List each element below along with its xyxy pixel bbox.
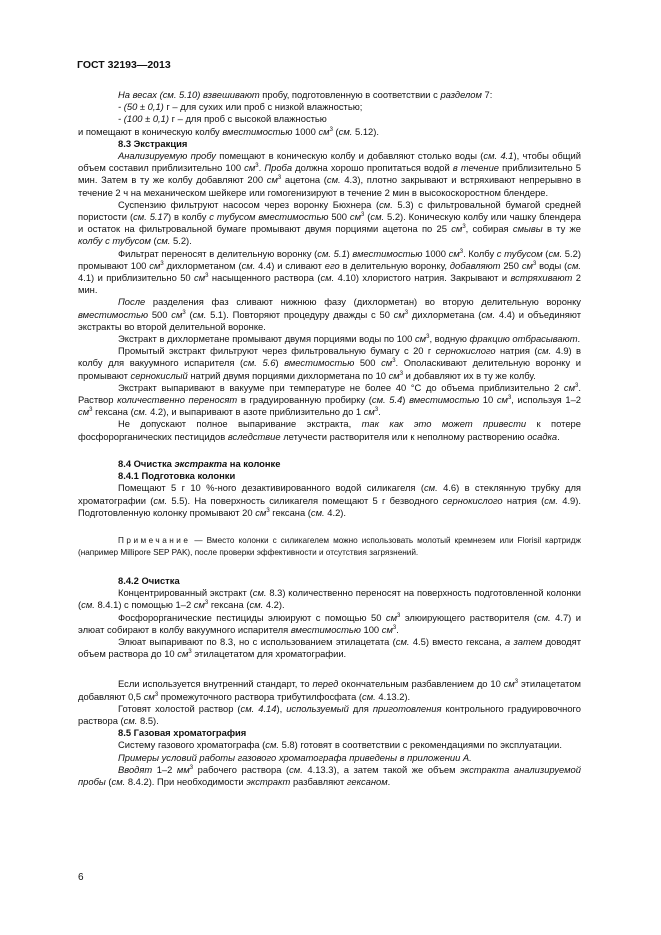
paragraph-phase-separation: После разделения фаз сливают нижнюю фазу (дихлорметан) во вторую делительную воронку вместимостью 500 $см^3$ (см. 5.1). Повторяют процедуру дважды с 50 $см^3$ дихлорметана (см. 4.4) и объединяют экстракты во второй делительной воронке. bbox=[78, 296, 581, 332]
section-heading-8-3: 8.3 Экстракция bbox=[118, 137, 188, 149]
paragraph-drying: Промытый экстракт фильтруют через фильтровальную бумагу с 20 г сернокислого натрия (см. 4.9) в колбу для вакуумного испарителя (см. 5.6) вместимостью 500 $см^3$. Ополаскивают делительную воронку и промывают сернокислый натрий двумя порциями дихлорметана по 10 $см^3$ и добавляют их в ту же колбу. bbox=[78, 345, 581, 381]
paragraph-internal-standard: Если используется внутренний стандарт, то перед окончательным разбавлением до 10 $см^3$ этилацетатом добавляют 0,5 $см^3$ промежуточного раствора трибутилфосфата (см. 4.13.2). bbox=[78, 678, 581, 702]
note-block bbox=[78, 535, 581, 559]
list-item-wet-samples: - (100 ± 0,1) г – для проб с высокой влажностью bbox=[118, 113, 327, 125]
paragraph-gc-examples: Примеры условий работы газового хроматографа приведены в приложении А. bbox=[118, 751, 472, 763]
document-header: ГОСТ 32193—2013 bbox=[77, 59, 171, 71]
paragraph-evaporation-warning: Не допускают полное выпаривание экстракта, так как это может привести к потере фосфорорганических пестицидов вследствие летучести растворителя или к неполному растворению осадка. bbox=[78, 418, 581, 442]
paragraph-filtrate-transfer: Фильтрат переносят в делительную воронку (см. 5.1) вместимостью 1000 $см^3$. Колбу с тубусом (см. 5.2) промывают 100 $см^3$ дихлорметаном (см. 4.4) и сливают его в делительную воронку, добавляют 250 $см^3$ воды (см. 4.1) и приблизительно 50 $см^3$ насыщенного раствора (см. 4.10) хлористого натрия. Закрывают и встряхивают 2 мин. bbox=[78, 247, 581, 296]
paragraph-injection: Вводят 1–2 $мм^3$ рабочего раствора (см. 4.13.3), а затем такой же объем экстракта анализируемой пробы (см. 8.4.2). При необходимости экстракт разбавляют гексаном. bbox=[78, 763, 581, 787]
paragraph-column-preparation: Помещают 5 г 10 %-ного дезактивированного водой силикагеля (см. 4.6) в стеклянную трубку для хроматографии (см. 5.5). На поверхность силикагеля помещают 5 г безводного сернокислого натрия (см. 4.9). Подготовленную колонку промывают 20 $см^3$ гексана (см. 4.2). bbox=[78, 482, 581, 518]
page-number: 6 bbox=[78, 872, 84, 883]
list-item-dry-samples: - (50 ± 0,1) г – для сухих или проб с низкой влажностью; bbox=[118, 101, 363, 113]
paragraph-eluate-evaporation: Элюат выпаривают по 8.3, но с использованием этилацетата (см. 4.5) вместо гексана, а затем доводят объем раствора до 10 $см^3$ этилацетатом для хроматографии. bbox=[78, 635, 581, 660]
paragraph-extraction: Анализируемую пробу помещают в коническую колбу и добавляют столько воды (см. 4.1), чтобы общий объем составил приблизительно 100 $см^3$. Проба должна хорошо пропитаться водой в течение приблизительно 5 мин. Затем в ту же колбу добавляют 200 $см^3$ ацетона (см. 4.3), плотно закрывают и встряхивают непрерывно в течение 2 ч на механическом шейкере или гомогенизируют в течение 2 мин в высокоскоростном блендере. bbox=[78, 150, 581, 198]
section-heading-8-4: 8.4 Очистка экстракта на колонке bbox=[118, 457, 281, 469]
paragraph-evaporation: Экстракт выпаривают в вакууме при температуре не более 40 °С до объема приблизительно 2 $см^3$. Раствор количественно переносят в градуированную пробирку (см. 5.4) вместимостью 10 $см^3$, используя 1–2 $см^3$ гексана (см. 4.2), и выпаривают в азоте приблизительно до 1 $см^3$. bbox=[78, 381, 582, 418]
document-body bbox=[78, 89, 581, 788]
paragraph-elution: Фосфорорганические пестициды элюируют с помощью 50 $см^3$ элюирующего растворителя (см. 4.7) и элюат собирают в колбу вакуумного испарителя вместимостью 100 $см^3$. bbox=[78, 611, 582, 635]
paragraph-blank-solution: Готовят холостой раствор (см. 4.14), используемый для приготовления контрольного градуировочного раствора (см. 8.5). bbox=[78, 702, 581, 726]
note-label: Примечание bbox=[118, 535, 191, 545]
section-heading-8-5: 8.5 Газовая хроматография bbox=[118, 727, 247, 739]
paragraph-gc-system: Систему газового хроматографа (см. 5.8) готовят в соответствии с рекомендациями по эксплуатации. bbox=[118, 739, 562, 751]
section-heading-8-4-2: 8.4.2 Очистка bbox=[118, 574, 180, 586]
paragraph-washing: Экстракт в дихлорметане промывают двумя порциями воды по 100 $см^3$, водную фракцию отбрасывают. bbox=[118, 333, 581, 345]
paragraph-extract-transfer: Концентрированный экстракт (см. 8.3) количественно переносят на поверхность подготовленной колонки (см. 8.4.1) с помощью 1–2 $см^3$ гексана (см. 4.2). bbox=[78, 587, 581, 611]
paragraph-filtration: Суспензию фильтруют насосом через воронку Бюхнера (см. 5.3) с фильтровальной бумагой средней пористости (см. 5.17) в колбу с тубусом вместимостью 500 $см^3$ (см. 5.2). Коническую колбу или чашку блендера и остаток на фильтровальной бумаге промывают двумя порциями ацетона по 25 $см^3$, собирая смывы в ту же колбу с тубусом (см. 5.2). bbox=[78, 198, 582, 247]
section-heading-8-4-1: 8.4.1 Подготовка колонки bbox=[118, 470, 236, 482]
paragraph-weighing: На весах (см. 5.10) взвешивают пробу, подготовленную в соответствии с разделом 7: bbox=[118, 89, 493, 100]
paragraph-flask: и помещают в коническую колбу вместимостью 1000 $см^3$ (см. 5.12). bbox=[78, 125, 379, 137]
note-text: — Вместо колонки с силикагелем можно использовать молотый кремнезем или Florisil картридж (например Millipore SEP PAK), после проверки эффективности и отсутствия загрязнений. bbox=[78, 535, 581, 557]
